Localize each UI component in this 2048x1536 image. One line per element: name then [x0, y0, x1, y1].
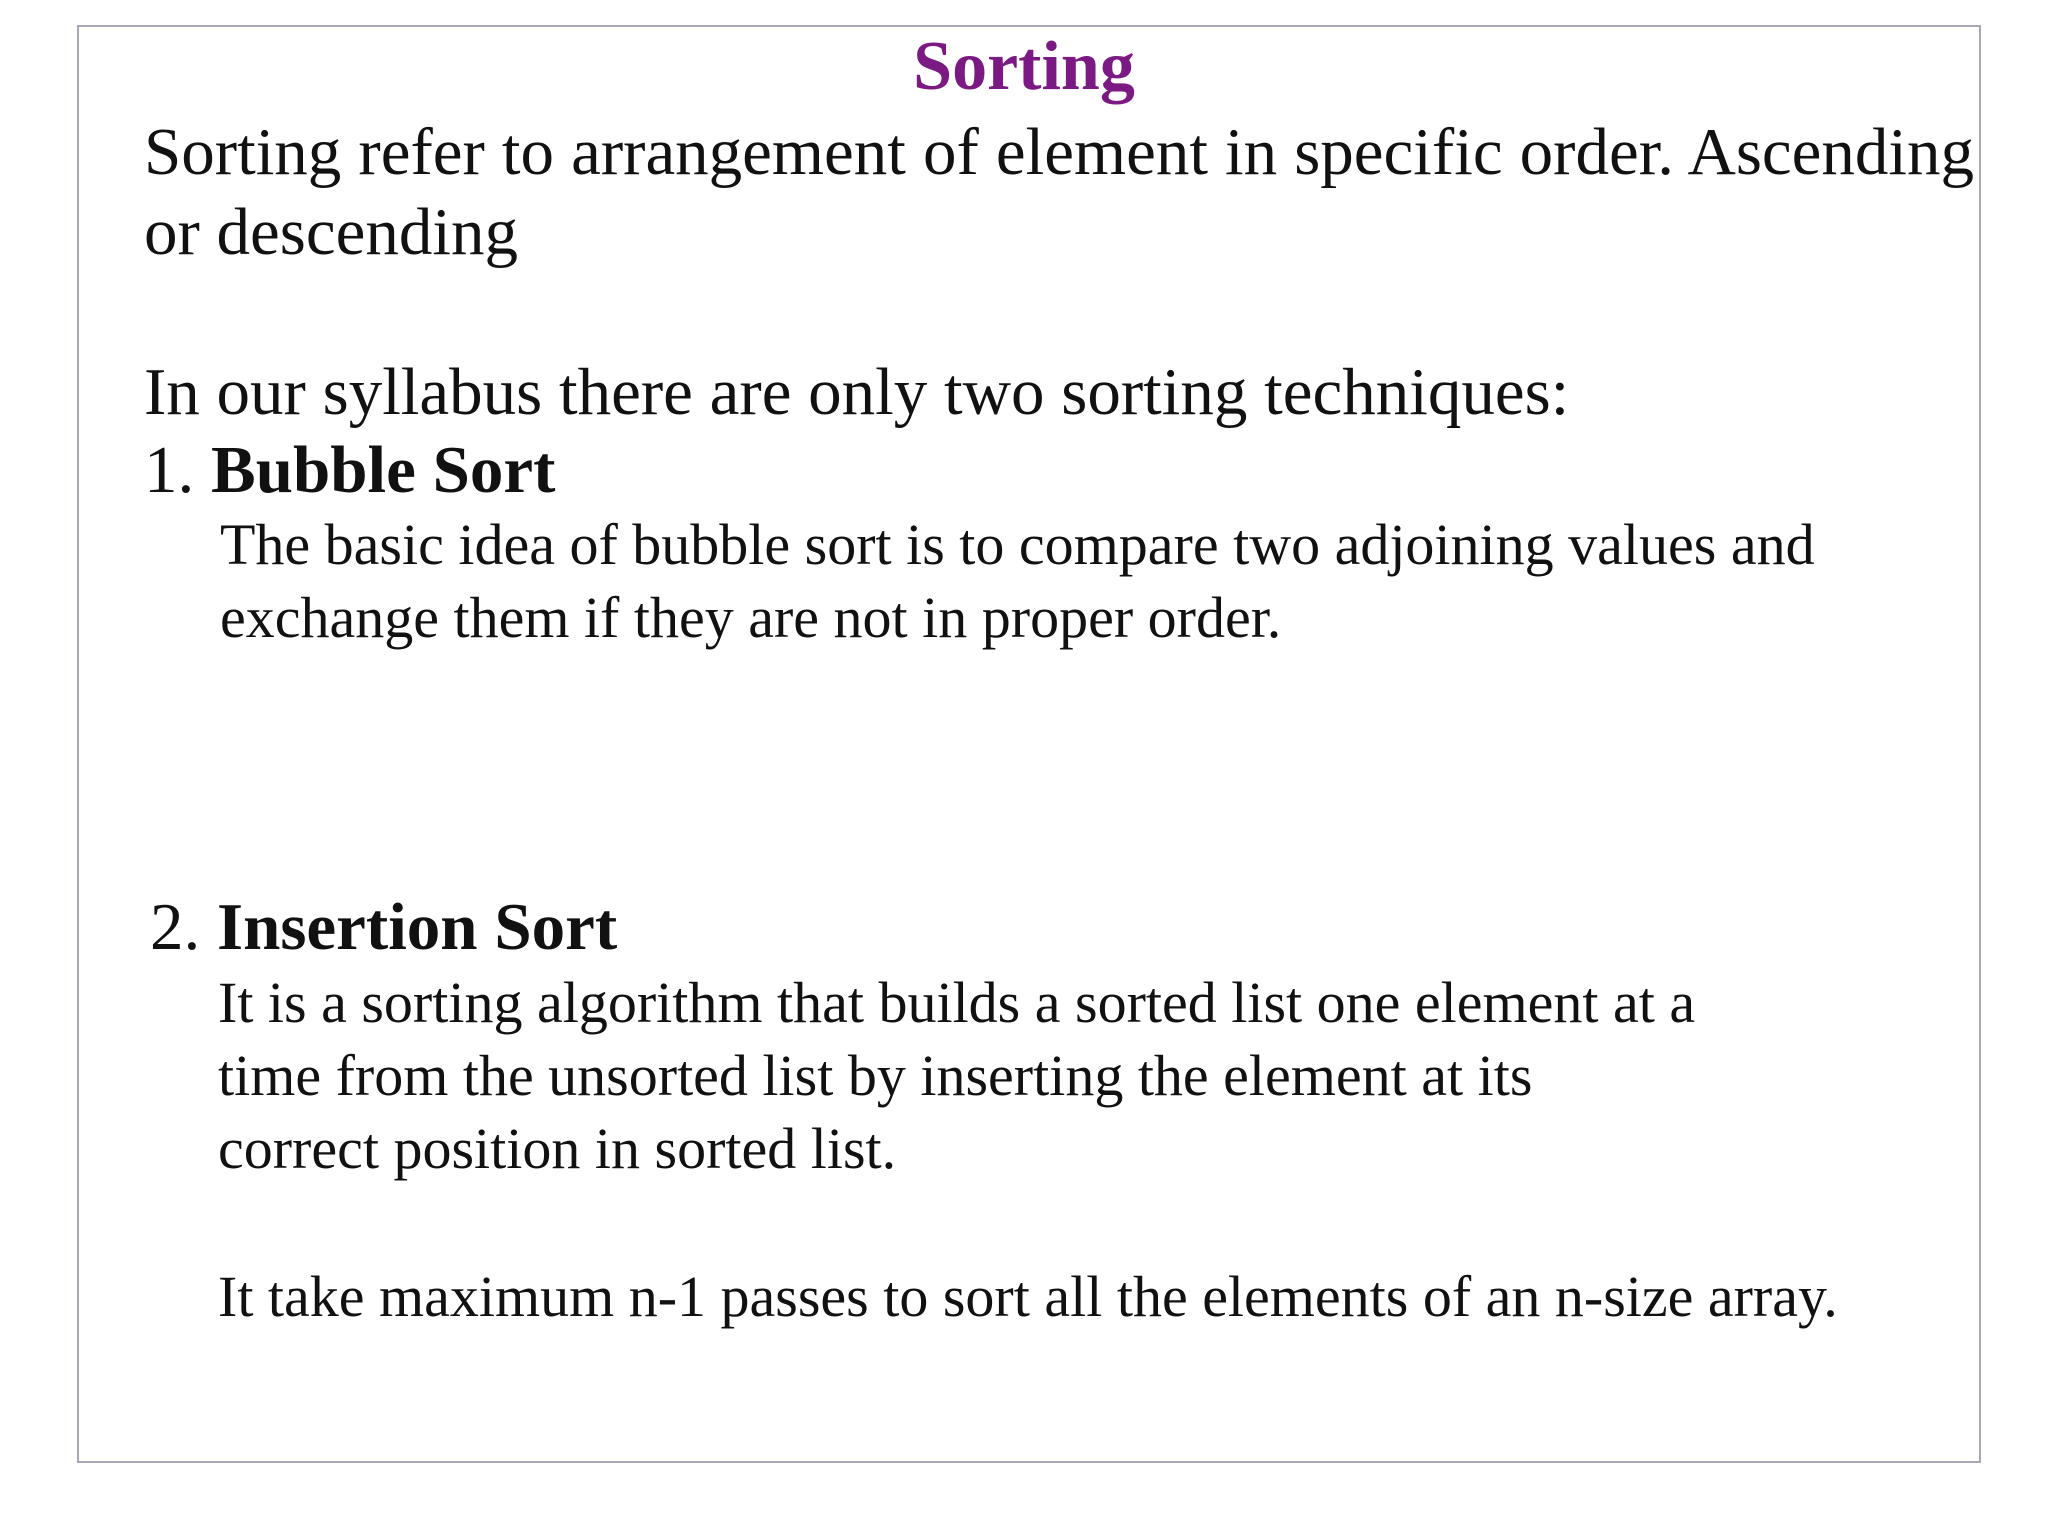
intro-paragraph: Sorting refer to arrangement of element in specific order. Ascending or descending [144, 115, 1974, 269]
technique-heading-insertion-sort [150, 887, 617, 967]
slide-title: Sorting [913, 28, 1135, 105]
technique-description-insertion-sort: It is a sorting algorithm that builds a sorted list one element at a time from the unsorted list by inserting the element at its correct position in sorted list. [218, 970, 1696, 1181]
technique-number: 1. [144, 433, 195, 507]
technique-description-bubble-sort: The basic idea of bubble sort is to compare two adjoining values and exchange them if they are not in proper order. [220, 512, 1815, 650]
technique-name: Bubble Sort [211, 433, 556, 507]
techniques-intro: In our syllabus there are only two sorting techniques: [144, 355, 1570, 429]
passes-note: It take maximum n-1 passes to sort all the elements of an n-size array. [218, 1264, 1838, 1329]
technique-number: 2. [150, 890, 201, 964]
technique-name: Insertion Sort [217, 890, 618, 964]
technique-heading-bubble-sort [144, 430, 555, 510]
